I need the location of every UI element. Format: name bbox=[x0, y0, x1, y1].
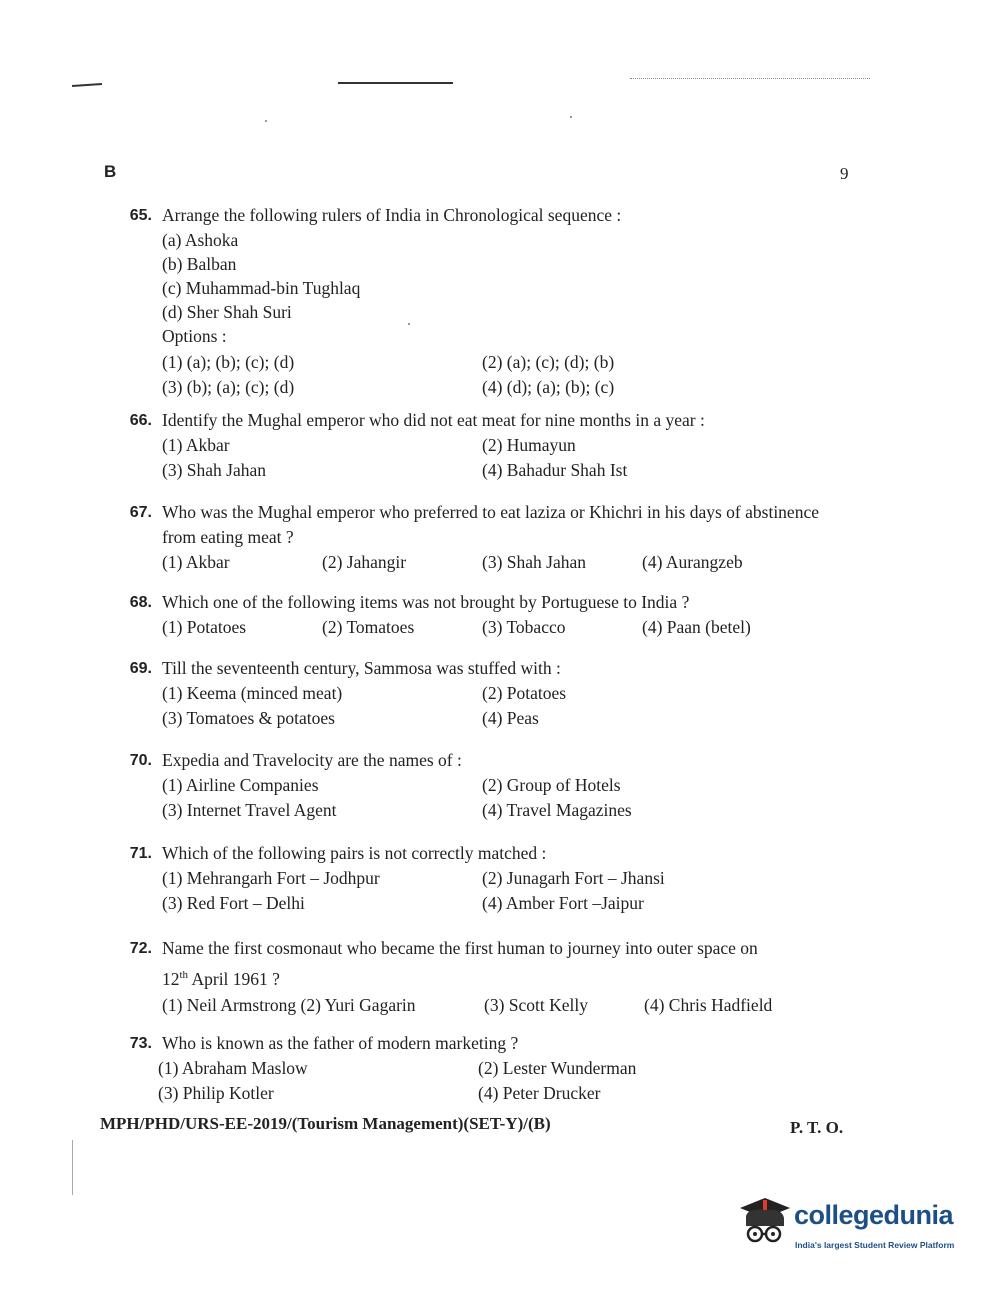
option-4: (4) Peter Drucker bbox=[478, 1083, 601, 1103]
question-65 bbox=[108, 203, 848, 400]
option-2: (2) (a); (c); (d); (b) bbox=[482, 352, 615, 372]
option-3: (3) Tomatoes & potatoes bbox=[162, 708, 335, 728]
option-3: (3) Red Fort – Delhi bbox=[162, 893, 305, 913]
option-4: (4) Peas bbox=[482, 708, 539, 728]
question-date: 12th April 1961 ? bbox=[162, 968, 280, 989]
option-1-2: (1) Neil Armstrong (2) Yuri Gagarin bbox=[162, 994, 416, 1015]
question-text: Arrange the following rulers of India in Chronological sequence : bbox=[162, 205, 622, 225]
question-73 bbox=[108, 1031, 848, 1106]
question-69 bbox=[108, 656, 848, 731]
sub-item: (d) Sher Shah Suri bbox=[162, 302, 292, 322]
series-letter: B bbox=[104, 162, 117, 181]
mascot-icon bbox=[738, 1196, 792, 1256]
question-72 bbox=[108, 936, 848, 1018]
option-1: (1) Keema (minced meat) bbox=[162, 683, 343, 703]
question-text: Which one of the following items was not brought by Portuguese to India ? bbox=[162, 592, 690, 612]
question-number: 72. bbox=[129, 940, 152, 957]
option-1: (1) Akbar bbox=[162, 435, 230, 455]
question-text: Who was the Mughal emperor who preferred to eat laziza or Khichri in his days of abstinence from eating meat ? bbox=[162, 502, 819, 547]
option-1: (1) (a); (b); (c); (d) bbox=[162, 352, 295, 372]
scan-specks-top-right bbox=[630, 78, 870, 89]
sub-item: (b) Balban bbox=[162, 254, 237, 274]
brand-name: collegedunia bbox=[794, 1200, 954, 1230]
option-4: (4) Chris Hadfield bbox=[644, 994, 773, 1015]
option-1: (1) Mehrangarh Fort – Jodhpur bbox=[162, 868, 380, 888]
option-4: (4) Travel Magazines bbox=[482, 800, 632, 820]
option-3: (3) Internet Travel Agent bbox=[162, 800, 337, 820]
question-text: Which of the following pairs is not correctly matched : bbox=[162, 843, 547, 863]
option-3: (3) Philip Kotler bbox=[158, 1083, 274, 1103]
option-3: (3) (b); (a); (c); (d) bbox=[162, 377, 295, 397]
question-text: Expedia and Travelocity are the names of : bbox=[162, 750, 462, 770]
option-3: (3) Scott Kelly bbox=[484, 994, 589, 1015]
option-4: (4) Bahadur Shah Ist bbox=[482, 460, 628, 480]
option-2: (2) Tomatoes bbox=[322, 617, 415, 637]
option-2: (2) Humayun bbox=[482, 435, 576, 455]
question-number: 66. bbox=[129, 412, 152, 429]
question-number: 69. bbox=[129, 660, 152, 677]
paper-code: MPH/PHD/URS-EE-2019/(Tourism Management)(SET-Y)/(B) bbox=[100, 1114, 551, 1133]
question-number: 70. bbox=[129, 752, 152, 769]
option-2: (2) Group of Hotels bbox=[482, 775, 621, 795]
option-2: (2) Lester Wunderman bbox=[478, 1058, 637, 1078]
option-3: (3) Shah Jahan bbox=[482, 552, 587, 572]
option-4: (4) (d); (a); (b); (c) bbox=[482, 377, 615, 397]
question-number: 65. bbox=[129, 207, 152, 224]
question-number: 68. bbox=[129, 594, 152, 611]
option-2: (2) Potatoes bbox=[482, 683, 567, 703]
question-71 bbox=[108, 841, 848, 916]
scan-mark-left bbox=[72, 83, 102, 87]
option-3: (3) Shah Jahan bbox=[162, 460, 267, 480]
scan-mark-center bbox=[338, 82, 453, 84]
question-67 bbox=[108, 500, 848, 575]
scan-edge-line bbox=[72, 1140, 73, 1195]
question-text: Till the seventeenth century, Sammosa was stuffed with : bbox=[162, 658, 561, 678]
scan-speck bbox=[570, 116, 572, 118]
question-text: Name the first cosmonaut who became the first human to journey into outer space on bbox=[162, 938, 758, 958]
sub-item: (a) Ashoka bbox=[162, 230, 239, 250]
option-1: (1) Potatoes bbox=[162, 617, 247, 637]
question-text: Identify the Mughal emperor who did not eat meat for nine months in a year : bbox=[162, 410, 705, 430]
page-number: 9 bbox=[840, 164, 849, 183]
question-number: 67. bbox=[129, 504, 152, 521]
option-2: (2) Jahangir bbox=[322, 552, 407, 572]
question-number: 71. bbox=[129, 845, 152, 862]
option-1: (1) Airline Companies bbox=[162, 775, 319, 795]
scan-speck bbox=[265, 120, 267, 122]
question-number: 73. bbox=[129, 1035, 152, 1052]
question-66 bbox=[108, 408, 848, 483]
option-1: (1) Abraham Maslow bbox=[158, 1058, 308, 1078]
option-4: (4) Amber Fort –Jaipur bbox=[482, 893, 644, 913]
question-text: Who is known as the father of modern marketing ? bbox=[162, 1033, 519, 1053]
option-1: (1) Akbar bbox=[162, 552, 230, 572]
question-70 bbox=[108, 748, 848, 823]
option-3: (3) Tobacco bbox=[482, 617, 566, 637]
question-68 bbox=[108, 590, 848, 640]
options-label: Options : bbox=[162, 326, 227, 346]
option-2: (2) Junagarh Fort – Jhansi bbox=[482, 868, 665, 888]
sub-item: (c) Muhammad-bin Tughlaq bbox=[162, 278, 361, 298]
collegedunia-watermark bbox=[738, 1196, 968, 1260]
option-4: (4) Aurangzeb bbox=[642, 552, 743, 572]
option-4: (4) Paan (betel) bbox=[642, 617, 751, 637]
brand-tagline: India's largest Student Review Platform bbox=[795, 1240, 955, 1250]
pto-label: P. T. O. bbox=[790, 1118, 844, 1137]
